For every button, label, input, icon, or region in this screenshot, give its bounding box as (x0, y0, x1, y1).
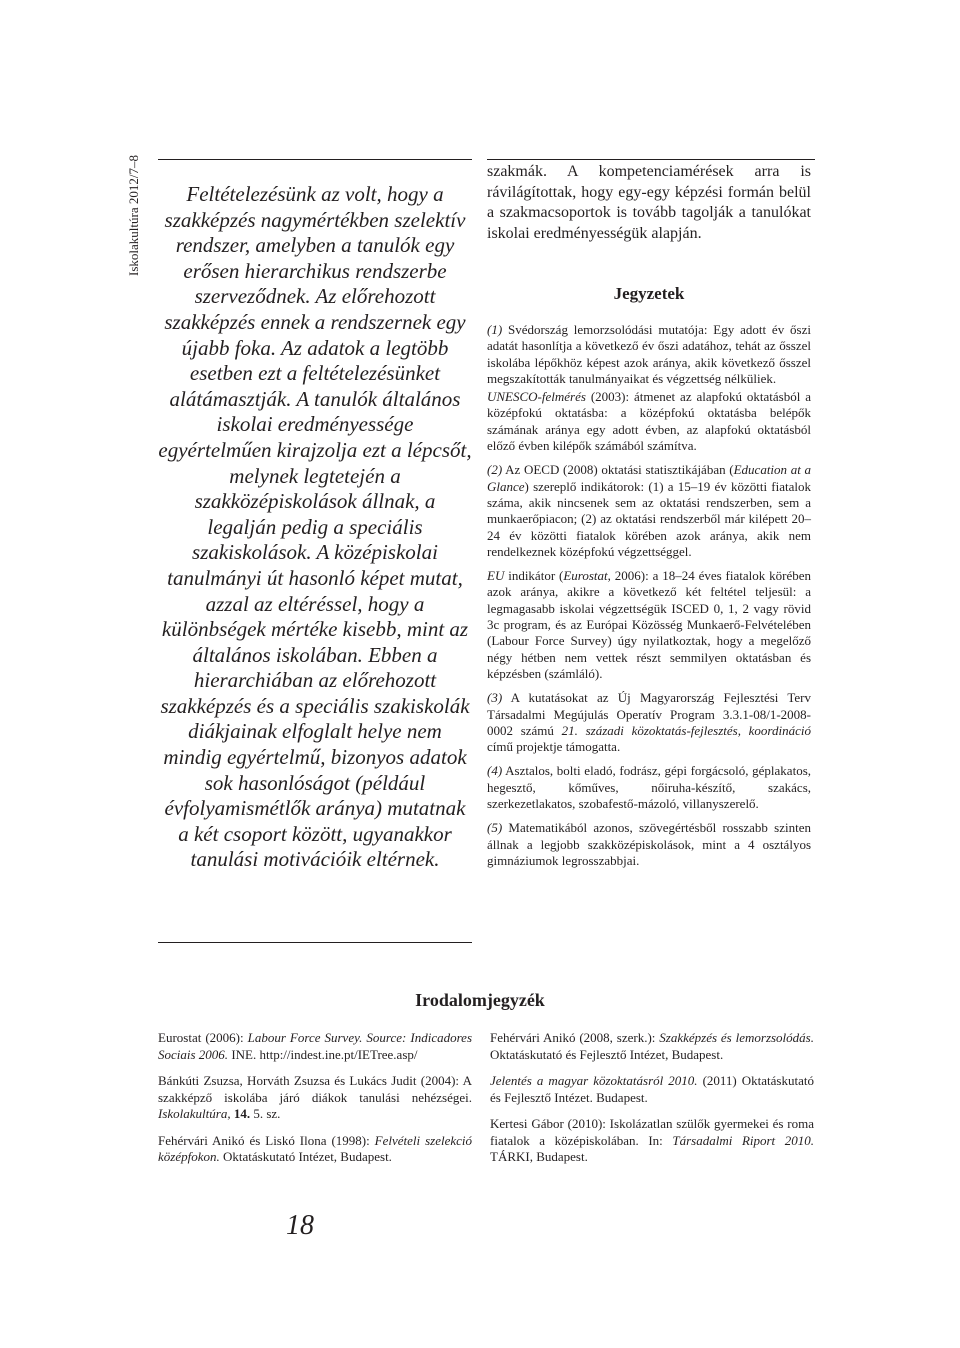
note-1-unesco: UNESCO-felmérés (2003): átmenet az alapfokú oktatásból a középfokú oktatásba: a középfokú oktatásba belépők számának aránya egy adott évben, az alapfokú oktatásból előző évben kilépők számából számítva. (487, 389, 811, 454)
note-1: (1) Svédország lemorzsolódási mutatója: Egy adott év őszi adatát hasonlítja a következő év őszi adatához, tehát az ősszel iskolába lépőkhöz képest azok aránya, akik következő ősszel megszakították tanulmányaikat és végzettség nélküliek. (487, 322, 811, 386)
note-4: (4) Asztalos, bolti eladó, fodrász, gépi forgácsoló, géplakatos, hegesztő, kőműves, nőiruha-készítő, szakács, szerkezetlakatos, szobafestő-mázoló, villanyszerelő. (487, 763, 811, 812)
right-column (487, 162, 811, 869)
references-left-column (158, 1030, 472, 1176)
reference-item: Eurostat (2006): Labour Force Survey. Source: Indicadores Sociais 2006. INE. http://indest.ine.pt/IETree.asp/ (158, 1030, 472, 1062)
pullquote-bottom-rule (158, 942, 472, 943)
note-2-eu: EU indikátor (Eurostat, 2006): a 18–24 éves fiatalok körében azok aránya, akikre a következő két feltétel teljesül: a legmagasabb iskolai végzettségük ISCED 0, 1, 2 vagy rövid 3c program, és az Európai Közösség Munkaerő-Felvételében (Labour Force Survey) úgy nyilatkoztak, hogy a megelőző négy hétben nem vettek részt semmilyen oktatásban és képzésben (számláló). (487, 568, 811, 681)
note-2: (2) Az OECD (2008) oktatási statisztikájában (Education at a Glance) szereplő indikátorok: (1) a 15–19 év közötti fiatalok száma, akik nincsenek sem az oktatási rendszerben, sem a munkaerőpiacon; (2) az oktatási rendszerből már kilépett 20–24 év közötti fiatalok körében azok aránya, akik nem rendelkeznek középfokú végzettséggel. (487, 462, 812, 559)
page-number: 18 (286, 1210, 314, 1241)
pull-quote: Feltételezésünk az volt, hogy a szakképzés nagymértékben szelektív rendszer, amelyben a tanulók egy erősen hierarchikus rendszerbe szerveződnek. Az előrehozott szakképzés ennek a rendszernek egy újabb foka. Az adatok a legtöbb esetben ezt a feltételezésünket alátámasztják. A tanulók általános iskolai eredményessége egyértelműen kirajzolja ezt a lépcsőt, melynek legtetején a szakközépiskolások állnak, a legalján pedig a speciális szakiskolások. A középiskolai tanulmányi út hasonló képet mutat, azzal az eltéréssel, hogy a különbségek mértéke kisebb, mint az általános iskolában. Ebben a hierarchiában az előrehozott szakképzés és a speciális szakiskolák diákjainak elfoglalt helye nem mindig egyértelmű, bizonyos adatok sok hasonlóságot (például évfolyamismétlők aránya) mutatnak a két csoport között, ugyanakkor tanulási motivációik eltérnek. (158, 182, 472, 872)
intro-paragraph: szakmák. A kompetenciamérések arra is rávilágítottak, hogy egy-egy képzési formán belül a szakmacsoportok is tovább tagolják a tanulókat iskolai eredményességük alapján. (487, 163, 811, 242)
note-marker: (1) (487, 322, 503, 337)
note-marker: (4) (487, 763, 503, 779)
note-marker: (2) (487, 462, 503, 478)
references-right-column (490, 1030, 814, 1176)
note-3: (3) A kutatásokat az Új Magyarország Fejlesztési Terv Társadalmi Megújulás Operatív Program 3.3.1-08/1-2008-0002 számú 21. századi közoktatás-fejlesztés, koordináció című projektje támogatta. (487, 690, 811, 755)
reference-item: Fehérvári Anikó és Liskó Ilona (1998): Felvételi szelekció középfokon. Oktatáskutató Intézet, Budapest. (158, 1132, 473, 1164)
note-label: EU (487, 568, 505, 584)
rightcol-top-rule (487, 159, 815, 160)
note-marker: (3) (487, 690, 503, 706)
reference-item: Bánkúti Zsuzsa, Horváth Zsuzsa és Lukács Judit (2004): A szakképző iskolába járó diákok tanulási nehézségei. Iskolakultúra, 14. 5. sz. (158, 1073, 472, 1121)
notes-title: Jegyzetek (613, 284, 685, 303)
pullquote-top-rule (158, 159, 472, 160)
reference-item: Jelentés a magyar közoktatásról 2010. (2011) Oktatáskutató és Fejlesztő Intézet. Budapest. (490, 1073, 814, 1105)
note-5: (5) Matematikából azonos, szövegértésből rosszabb szinten állnak a legjobb szakközépiskolások, mint a 4 osztályos gimnáziumok legrosszabbjai. (487, 820, 811, 868)
reference-item: Fehérvári Anikó (2008, szerk.): Szakképzés és lemorzsolódás. Oktatáskutató és Fejlesztő Intézet, Budapest. (490, 1030, 814, 1062)
reference-item: Kertesi Gábor (2010): Iskolázatlan szülők gyermekei és roma fiatalok a középiskolában. In: Társadalmi Riport 2010. TÁRKI, Budapest. (490, 1116, 815, 1164)
references-title: Irodalomjegyzék (415, 990, 545, 1010)
note-marker: (5) (487, 820, 503, 836)
note-label: UNESCO-felmérés (487, 389, 586, 405)
running-header: Iskolakultúra 2012/7–8 (126, 155, 141, 276)
